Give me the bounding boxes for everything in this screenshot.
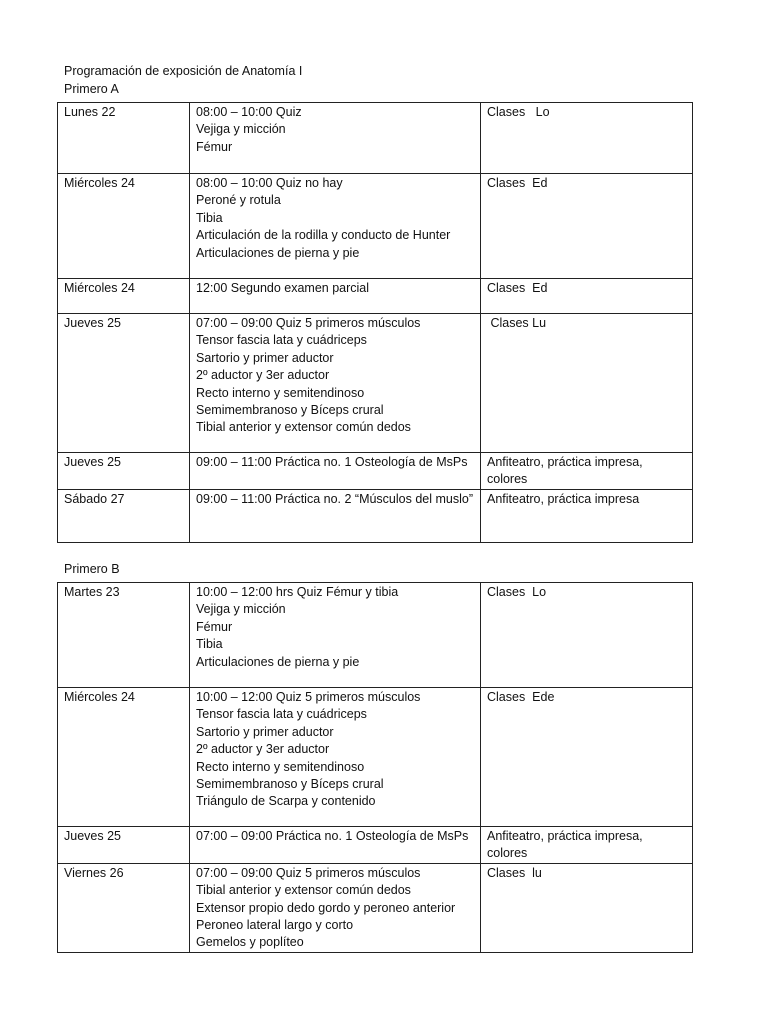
activity-line: Articulaciones de pierna y pie — [196, 654, 360, 669]
activity-cell — [190, 863, 481, 952]
location-label: Anfiteatro, práctica impresa, colores — [487, 829, 643, 861]
location-cell — [481, 688, 693, 827]
day-label: Jueves 25 — [64, 455, 121, 469]
activity-line: Fémur — [196, 139, 233, 154]
location-cell — [481, 863, 693, 952]
day-cell — [58, 827, 190, 864]
location-label: Clases Ede — [487, 690, 555, 704]
activity-cell — [190, 279, 481, 314]
activity-line: 2º aductor y 3er aductor — [196, 368, 330, 383]
day-label: Martes 23 — [64, 585, 120, 599]
table-row — [58, 489, 693, 542]
activity-line: Recto interno y semitendinoso — [196, 759, 365, 774]
activity-line: Vejiga y micción — [196, 122, 286, 137]
activity-line: Tibia — [196, 210, 223, 225]
day-cell — [58, 863, 190, 952]
day-label: Miércoles 24 — [64, 281, 135, 295]
day-cell — [58, 103, 190, 174]
day-label: Miércoles 24 — [64, 690, 135, 704]
activity-line: Extensor propio dedo gordo y peroneo anterior — [196, 900, 456, 915]
day-cell — [58, 688, 190, 827]
activity-cell — [190, 688, 481, 827]
table-row — [58, 103, 693, 174]
location-cell — [481, 314, 693, 453]
activity-line: Peroneo lateral largo y corto — [196, 918, 354, 933]
activity-line: Tibia — [196, 637, 223, 652]
day-cell — [58, 314, 190, 453]
day-label: Jueves 25 — [64, 316, 121, 330]
day-label: Viernes 26 — [64, 865, 124, 880]
activity-line: 10:00 – 12:00 Quiz 5 primeros músculos — [196, 690, 421, 704]
location-label: Clases Ed — [487, 176, 548, 190]
activity-line: Recto interno y semitendinoso — [196, 385, 365, 400]
activity-line: Sartorio y primer aductor — [196, 724, 334, 739]
activity-cell — [190, 174, 481, 279]
location-cell — [481, 279, 693, 314]
table-row — [58, 688, 693, 827]
activity-line: Semimembranoso y Bíceps crural — [196, 777, 384, 792]
table-row — [58, 314, 693, 453]
activity-line: Tibial anterior y extensor común dedos — [196, 883, 411, 898]
location-cell — [481, 827, 693, 864]
day-cell — [58, 489, 190, 542]
activity-line: Triángulo de Scarpa y contenido — [196, 794, 376, 809]
location-cell — [481, 583, 693, 688]
schedule-table-a — [57, 102, 693, 543]
day-cell — [58, 174, 190, 279]
activity-line: 12:00 Segundo examen parcial — [196, 281, 370, 295]
activity-line: Semimembranoso y Bíceps crural — [196, 403, 384, 418]
activity-line: Tensor fascia lata y cuádriceps — [196, 333, 367, 348]
table-row — [58, 174, 693, 279]
table-row — [58, 583, 693, 688]
section-b-heading: Primero B — [64, 562, 120, 576]
activity-line: Tensor fascia lata y cuádriceps — [196, 707, 367, 722]
activity-line: 07:00 – 09:00 Quiz 5 primeros músculos — [196, 865, 421, 880]
schedule-table-b — [57, 582, 693, 953]
table-row — [58, 453, 693, 490]
location-cell — [481, 489, 693, 542]
activity-line: 2º aductor y 3er aductor — [196, 742, 330, 757]
day-cell — [58, 453, 190, 490]
activity-line: Vejiga y micción — [196, 602, 286, 617]
activity-line: Articulación de la rodilla y conducto de Hunter — [196, 228, 451, 243]
location-label: Clases Lu — [487, 316, 547, 330]
location-label: Clases Lo — [487, 585, 547, 599]
activity-line: 07:00 – 09:00 Práctica no. 1 Osteología de MsPs — [196, 829, 469, 843]
activity-line: Tibial anterior y extensor común dedos — [196, 420, 411, 435]
activity-cell — [190, 103, 481, 174]
location-label: Anfiteatro, práctica impresa, colores — [487, 455, 643, 487]
activity-cell — [190, 583, 481, 688]
activity-line: Articulaciones de pierna y pie — [196, 245, 360, 260]
location-cell — [481, 174, 693, 279]
day-cell — [58, 279, 190, 314]
location-cell — [481, 453, 693, 490]
activity-line: Peroné y rotula — [196, 193, 281, 208]
activity-line: 08:00 – 10:00 Quiz — [196, 105, 302, 119]
table-row — [58, 827, 693, 864]
activity-line: Sartorio y primer aductor — [196, 350, 334, 365]
activity-cell — [190, 827, 481, 864]
day-cell — [58, 583, 190, 688]
activity-line: Gemelos y poplíteo — [196, 935, 304, 950]
location-cell — [481, 103, 693, 174]
activity-line: 09:00 – 11:00 Práctica no. 2 “Músculos del muslo” — [196, 491, 473, 506]
table-row — [58, 863, 693, 952]
activity-line: 08:00 – 10:00 Quiz no hay — [196, 176, 343, 190]
activity-cell — [190, 453, 481, 490]
location-label: Anfiteatro, práctica impresa — [487, 491, 640, 506]
location-label: Clases lu — [487, 865, 542, 880]
activity-line: 09:00 – 11:00 Práctica no. 1 Osteología de MsPs — [196, 455, 468, 469]
activity-cell — [190, 314, 481, 453]
day-label: Lunes 22 — [64, 105, 116, 119]
day-label: Sábado 27 — [64, 491, 125, 506]
day-label: Miércoles 24 — [64, 176, 135, 190]
day-label: Jueves 25 — [64, 829, 121, 843]
location-label: Clases Lo — [487, 105, 550, 119]
location-label: Clases Ed — [487, 281, 548, 295]
activity-line: 10:00 – 12:00 hrs Quiz Fémur y tibia — [196, 585, 399, 599]
activity-cell — [190, 489, 481, 542]
document-title: Programación de exposición de Anatomía I — [64, 64, 303, 78]
table-row — [58, 279, 693, 314]
activity-line: 07:00 – 09:00 Quiz 5 primeros músculos — [196, 316, 421, 330]
activity-line: Fémur — [196, 619, 233, 634]
section-a-heading: Primero A — [64, 82, 119, 96]
